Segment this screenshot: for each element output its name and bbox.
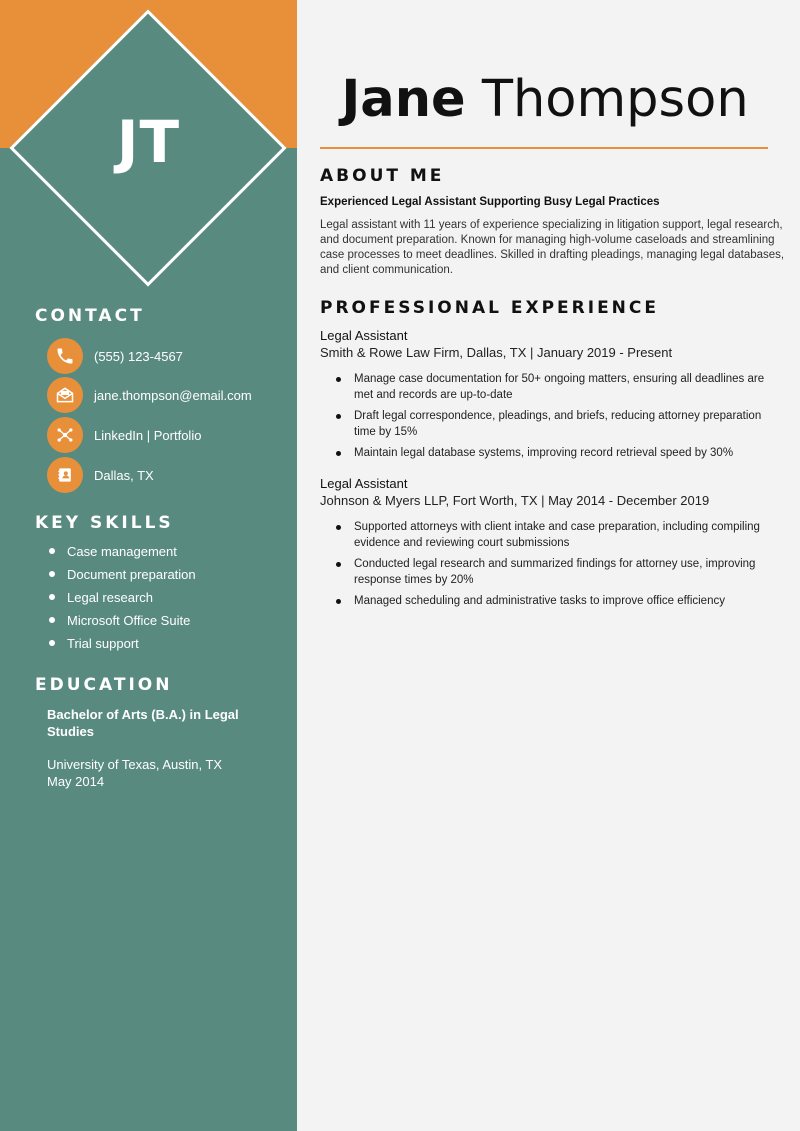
contact-links-text[interactable]: LinkedIn | Portfolio bbox=[94, 427, 202, 443]
job-bullet: Draft legal correspondence, pleadings, and briefs, reducing attorney preparation time by 15% bbox=[334, 408, 784, 440]
phone-icon bbox=[47, 338, 83, 374]
job-bullet: Supported attorneys with client intake and case preparation, including compiling evidence and reviewing court submissions bbox=[334, 519, 784, 551]
last-name: Thompson bbox=[481, 70, 749, 129]
contact-email bbox=[47, 377, 252, 413]
job-bullet: Maintain legal database systems, improving record retrieval speed by 30% bbox=[334, 445, 784, 461]
job-bullet: Manage case documentation for 50+ ongoing matters, ensuring all deadlines are met and records are up-to-date bbox=[334, 371, 784, 403]
contact-phone-text[interactable]: (555) 123-4567 bbox=[94, 348, 183, 364]
experience-heading: PROFESSIONAL EXPERIENCE bbox=[320, 298, 659, 318]
skill-item: Document preparation bbox=[47, 566, 196, 589]
contact-location bbox=[47, 457, 154, 493]
contact-phone bbox=[47, 338, 183, 374]
contact-heading: CONTACT bbox=[35, 306, 145, 326]
skill-item: Trial support bbox=[47, 635, 196, 658]
about-heading: ABOUT ME bbox=[320, 166, 445, 186]
skill-item: Case management bbox=[47, 543, 196, 566]
education-date: May 2014 bbox=[47, 774, 105, 789]
education-heading: EDUCATION bbox=[35, 675, 173, 695]
contact-card-icon bbox=[47, 457, 83, 493]
skills-heading: KEY SKILLS bbox=[35, 513, 174, 533]
job-bullet: Conducted legal research and summarized findings for attorney use, improving response times by 20% bbox=[334, 556, 784, 588]
first-name: Jane bbox=[341, 70, 466, 129]
skills-list bbox=[47, 543, 196, 658]
email-icon bbox=[47, 377, 83, 413]
skill-item: Legal research bbox=[47, 589, 196, 612]
job-title: Legal Assistant bbox=[320, 476, 408, 491]
job-bullets bbox=[334, 371, 784, 466]
job-company: Johnson & Myers LLP, Fort Worth, TX | May 2014 - December 2019 bbox=[320, 493, 710, 508]
skill-item: Microsoft Office Suite bbox=[47, 612, 196, 635]
education-degree: Bachelor of Arts (B.A.) in Legal Studies bbox=[47, 707, 239, 739]
monogram-initials: JT bbox=[116, 108, 181, 176]
name-divider bbox=[320, 147, 768, 149]
about-text: Legal assistant with 11 years of experience specializing in litigation support, legal research, and document preparation. Known for managing high-volume caseloads and streamlining case processes to meet deadlines. Skilled in drafting pleadings, managing legal databases, and client communication. bbox=[320, 219, 785, 276]
contact-location-text: Dallas, TX bbox=[94, 467, 154, 483]
education-school: University of Texas, Austin, TX bbox=[47, 757, 223, 772]
job-title: Legal Assistant bbox=[320, 328, 408, 343]
contact-links bbox=[47, 417, 201, 453]
contact-email-text[interactable]: jane.thompson@email.com bbox=[94, 387, 252, 403]
about-subtitle: Experienced Legal Assistant Supporting Busy Legal Practices bbox=[320, 196, 660, 208]
job-company: Smith & Rowe Law Firm, Dallas, TX | January 2019 - Present bbox=[320, 345, 673, 360]
network-icon bbox=[47, 417, 83, 453]
job-bullet: Managed scheduling and administrative tasks to improve office efficiency bbox=[334, 593, 784, 609]
candidate-name bbox=[320, 70, 770, 129]
job-bullets bbox=[334, 519, 784, 614]
